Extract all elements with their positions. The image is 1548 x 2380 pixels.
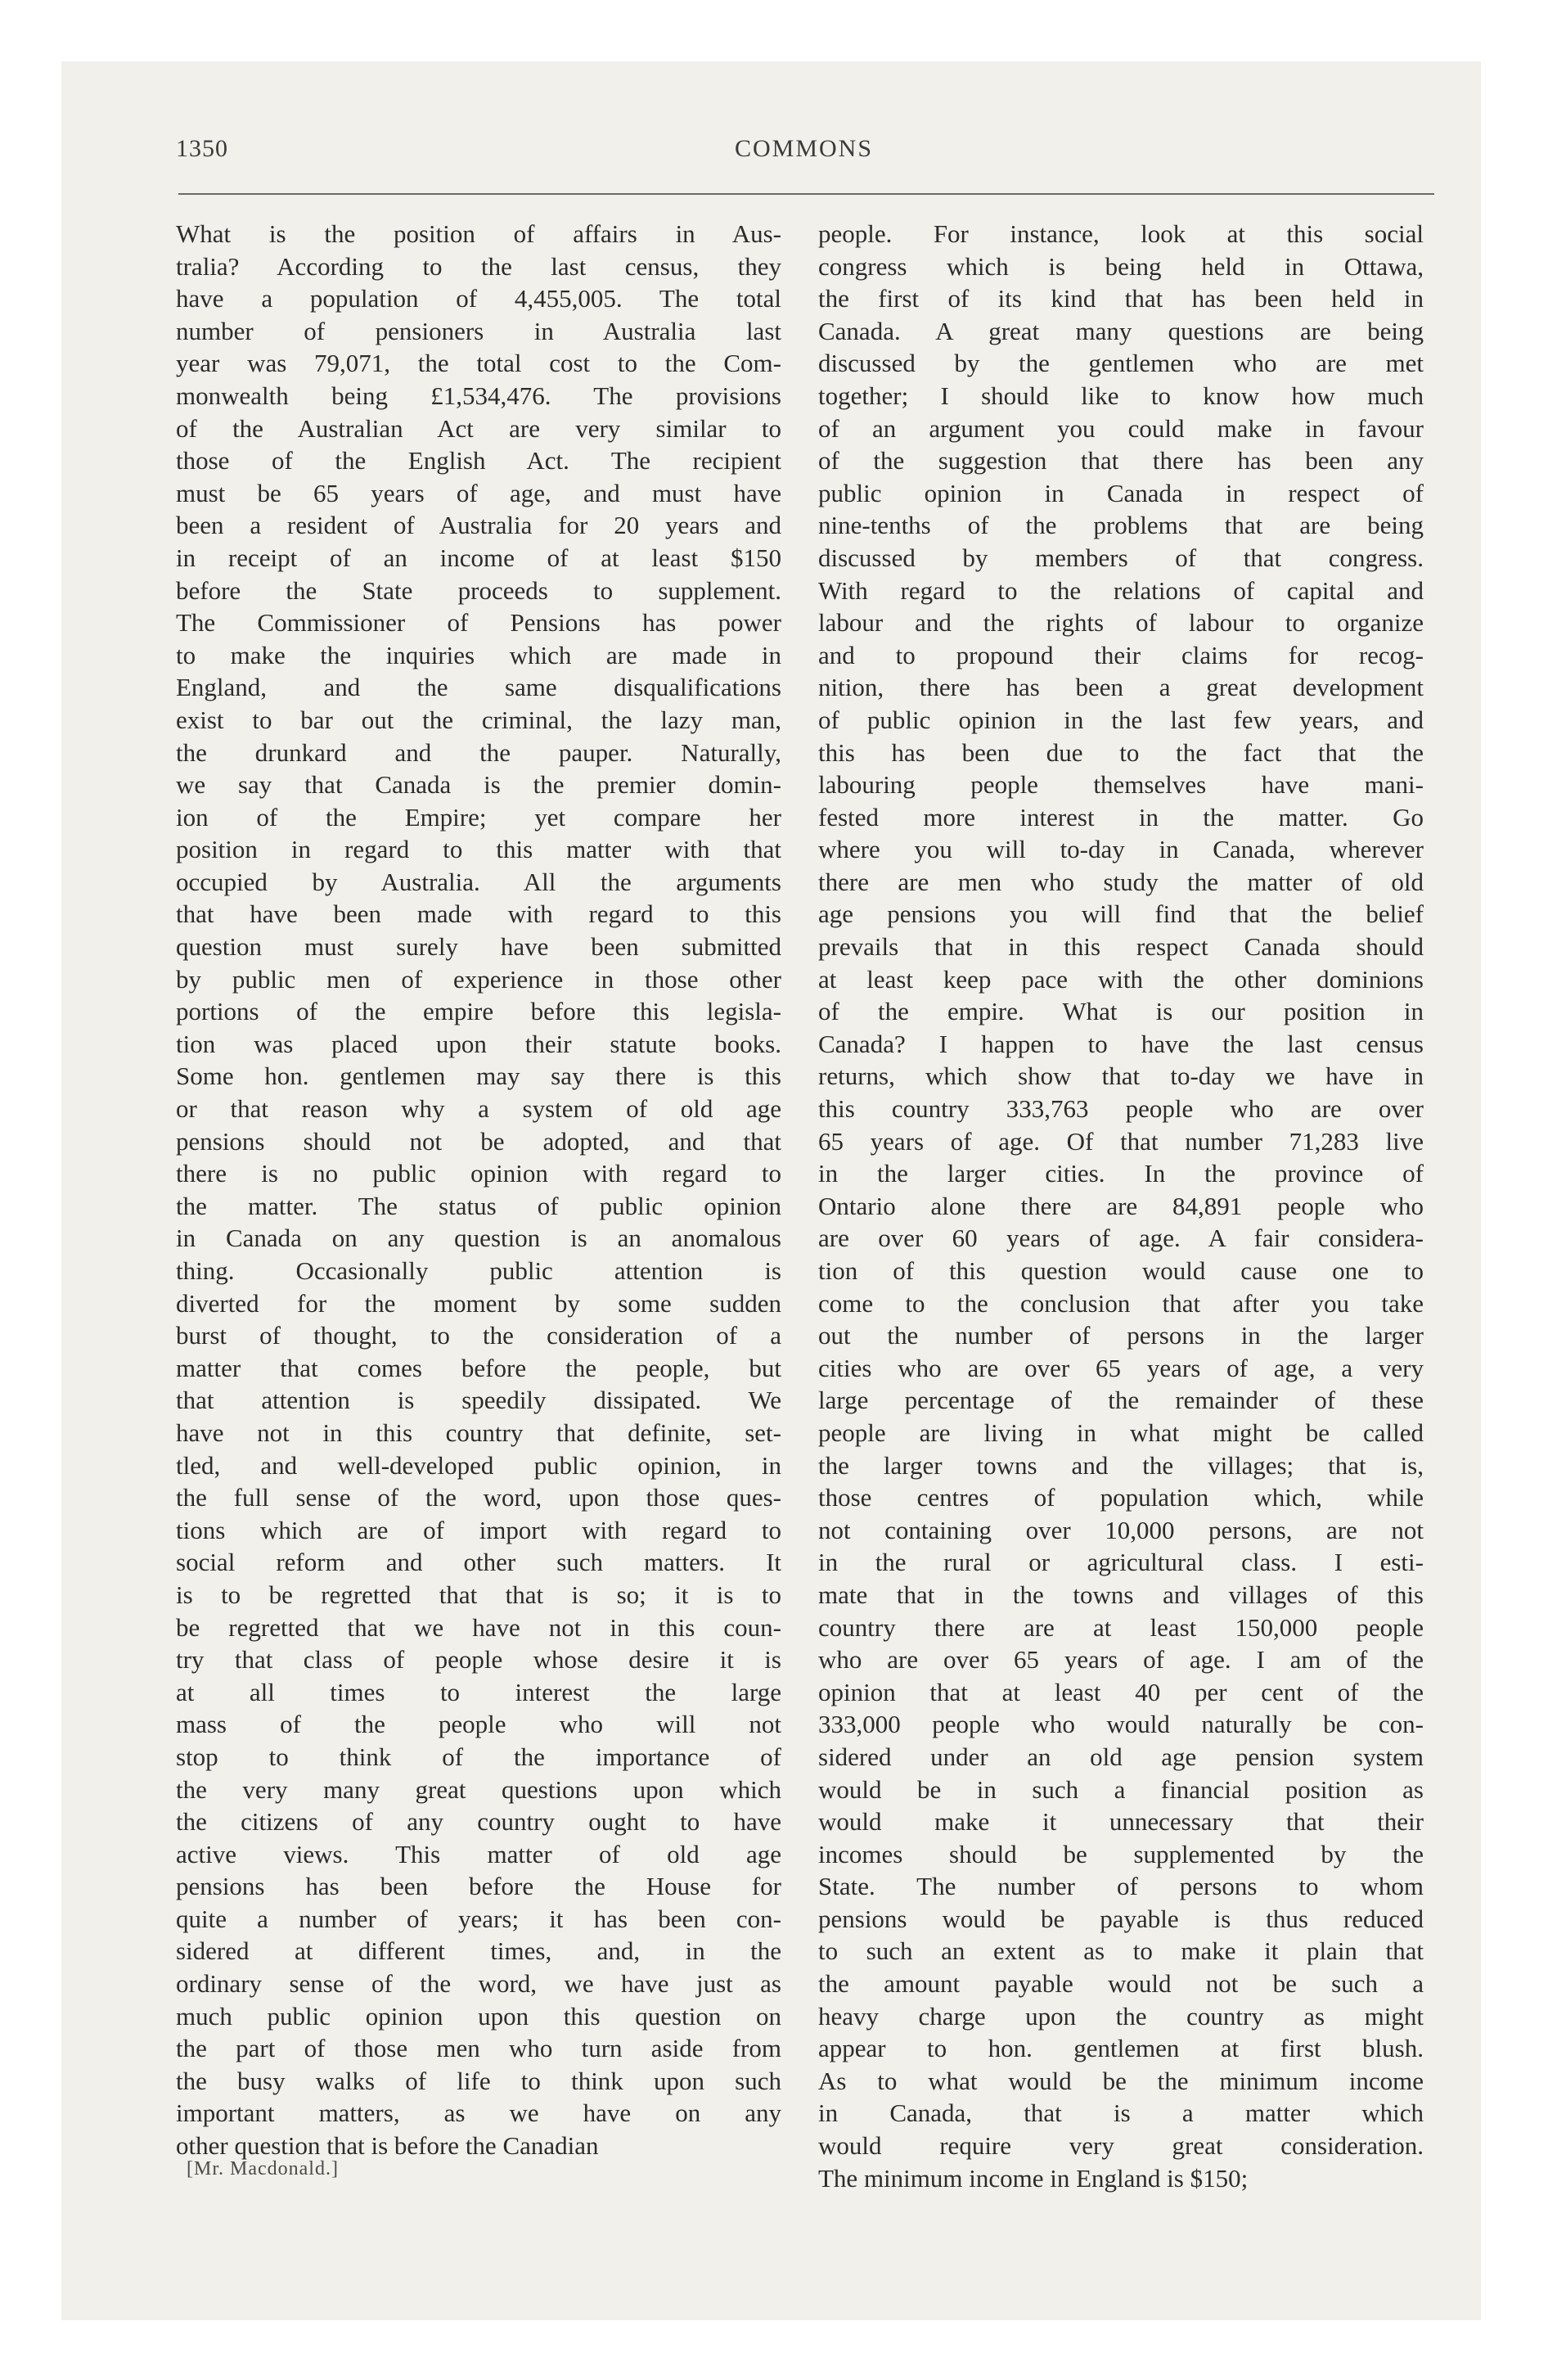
text-line: heavy charge upon the country as might <box>818 2001 1424 2031</box>
text-line: exist to bar out the criminal, the lazy man, <box>176 705 781 734</box>
text-line: State. The number of persons to whom <box>818 1872 1424 1901</box>
text-line: by public men of experience in those other <box>176 964 781 994</box>
left-column <box>176 218 781 2162</box>
text-line: much public opinion upon this question on <box>176 2001 781 2031</box>
text-line: at all times to interest the large <box>176 1677 781 1706</box>
text-line: ordinary sense of the word, we have just as <box>176 1969 781 1999</box>
text-line: have not in this country that definite, set- <box>176 1418 781 1447</box>
text-line: pensions would be payable is thus reduced <box>818 1904 1424 1933</box>
text-line: burst of thought, to the consideration of a <box>176 1321 781 1350</box>
text-line: appear to hon. gentlemen at first blush. <box>818 2034 1424 2063</box>
text-line: number of pensioners in Australia last <box>176 316 781 345</box>
text-line: mass of the people who will not <box>176 1710 781 1739</box>
text-line: stop to think of the importance of <box>176 1742 781 1771</box>
text-line: portions of the empire before this legisla- <box>176 997 781 1026</box>
text-line: 333,000 people who would naturally be con- <box>818 1710 1424 1739</box>
text-line: not containing over 10,000 persons, are not <box>818 1515 1424 1544</box>
text-line: or that reason why a system of old age <box>176 1094 781 1124</box>
text-line: to such an extent as to make it plain that <box>818 1936 1424 1966</box>
text-line: where you will to-day in Canada, wherever <box>818 835 1424 864</box>
text-line: to make the inquiries which are made in <box>176 640 781 669</box>
text-line: Canada. A great many questions are being <box>818 316 1424 345</box>
text-line: people are living in what might be called <box>818 1418 1424 1447</box>
text-line: this has been due to the fact that the <box>818 737 1424 767</box>
text-line: The Commissioner of Pensions has power <box>176 608 781 638</box>
text-line: together; I should like to know how much <box>818 381 1424 410</box>
text-line: diverted for the moment by some sudden <box>176 1288 781 1318</box>
text-line: The minimum income in England is $150; <box>818 2163 1249 2193</box>
text-line: Some hon. gentlemen may say there is this <box>176 1062 781 1091</box>
text-line: those centres of population which, while <box>818 1483 1424 1512</box>
text-line: those of the English Act. The recipient <box>176 446 781 476</box>
text-line: out the number of persons in the larger <box>818 1321 1424 1350</box>
text-line: tled, and well-developed public opinion, in <box>176 1450 781 1480</box>
text-line: the amount payable would not be such a <box>818 1969 1424 1999</box>
header-rule <box>178 193 1434 195</box>
text-line: tions which are of import with regard to <box>176 1515 781 1544</box>
text-line: tion of this question would cause one to <box>818 1256 1424 1285</box>
speaker-attribution: [Mr. Macdonald.] <box>187 2158 339 2179</box>
text-line: in the larger cities. In the province of <box>818 1159 1424 1188</box>
text-line: discussed by the gentlemen who are met <box>818 349 1424 378</box>
text-line: in the rural or agricultural class. I esti- <box>818 1548 1424 1577</box>
text-line: people. For instance, look at this social <box>818 219 1424 248</box>
text-line: question must surely have been submitted <box>176 932 781 962</box>
text-line: that attention is speedily dissipated. We <box>176 1386 781 1415</box>
text-line: the full sense of the word, upon those ques- <box>176 1483 781 1512</box>
text-line: public opinion in Canada in respect of <box>818 478 1424 507</box>
text-line: there is no public opinion with regard to <box>176 1159 781 1188</box>
text-line: monwealth being £1,534,476. The provisions <box>176 381 781 410</box>
text-line: other question that is before the Canadian <box>176 2131 599 2161</box>
text-line: matter that comes before the people, but <box>176 1353 781 1382</box>
text-line: large percentage of the remainder of these <box>818 1386 1424 1415</box>
text-line: the busy walks of life to think upon such <box>176 2066 781 2095</box>
text-line: the matter. The status of public opinion <box>176 1191 781 1220</box>
text-line: quite a number of years; it has been con- <box>176 1904 781 1933</box>
text-line: important matters, as we have on any <box>176 2098 781 2128</box>
text-line: that have been made with regard to this <box>176 899 781 929</box>
text-line: labour and the rights of labour to organize <box>818 608 1424 638</box>
text-line: of the Australian Act are very similar to <box>176 413 781 443</box>
text-line: try that class of people whose desire it is <box>176 1645 781 1675</box>
page-number: 1350 <box>176 135 228 162</box>
text-line: at least keep pace with the other dominions <box>818 964 1424 994</box>
text-line: the first of its kind that has been held in <box>818 284 1424 313</box>
text-line: of the suggestion that there has been any <box>818 446 1424 476</box>
text-line: position in regard to this matter with that <box>176 835 781 864</box>
text-line: With regard to the relations of capital and <box>818 575 1424 605</box>
text-line: year was 79,071, the total cost to the Com- <box>176 349 781 378</box>
text-line: the part of those men who turn aside from <box>176 2034 781 2063</box>
text-line: active views. This matter of old age <box>176 1839 781 1868</box>
right-column <box>818 218 1424 2194</box>
text-line: pensions should not be adopted, and that <box>176 1126 781 1156</box>
text-line: sidered under an old age pension system <box>818 1742 1424 1771</box>
text-line: tralia? According to the last census, they <box>176 251 781 281</box>
text-line: 65 years of age. Of that number 71,283 live <box>818 1126 1424 1156</box>
text-line: is to be regretted that that is so; it is to <box>176 1580 781 1609</box>
text-line: returns, which show that to-day we have in <box>818 1062 1424 1091</box>
text-line: in Canada, that is a matter which <box>818 2098 1424 2128</box>
text-line: of public opinion in the last few years, and <box>818 705 1424 734</box>
text-line: come to the conclusion that after you take <box>818 1288 1424 1318</box>
text-line: before the State proceeds to supplement. <box>176 575 781 605</box>
text-line: would be in such a financial position as <box>818 1774 1424 1804</box>
text-line: ion of the Empire; yet compare her <box>176 802 781 832</box>
text-line: cities who are over 65 years of age, a very <box>818 1353 1424 1382</box>
text-line: the very many great questions upon which <box>176 1774 781 1804</box>
text-line: age pensions you will find that the belief <box>818 899 1424 929</box>
text-line: of an argument you could make in favour <box>818 413 1424 443</box>
text-line: England, and the same disqualifications <box>176 673 781 702</box>
text-line: and to propound their claims for recog- <box>818 640 1424 669</box>
text-line: fested more interest in the matter. Go <box>818 802 1424 832</box>
text-line: mate that in the towns and villages of this <box>818 1580 1424 1609</box>
text-line: social reform and other such matters. It <box>176 1548 781 1577</box>
text-line: there are men who study the matter of old <box>818 867 1424 896</box>
text-line: nine-tenths of the problems that are being <box>818 511 1424 540</box>
text-line: of the empire. What is our position in <box>818 997 1424 1026</box>
running-head: COMMONS <box>734 135 874 162</box>
text-line: been a resident of Australia for 20 years and <box>176 511 781 540</box>
text-line: congress which is being held in Ottawa, <box>818 251 1424 281</box>
text-line: opinion that at least 40 per cent of the <box>818 1677 1424 1706</box>
text-line: who are over 65 years of age. I am of the <box>818 1645 1424 1675</box>
text-line: As to what would be the minimum income <box>818 2066 1424 2095</box>
text-line: occupied by Australia. All the arguments <box>176 867 781 896</box>
text-line: have a population of 4,455,005. The total <box>176 284 781 313</box>
text-line: pensions has been before the House for <box>176 1872 781 1901</box>
text-line: must be 65 years of age, and must have <box>176 478 781 507</box>
text-line: prevails that in this respect Canada should <box>818 932 1424 962</box>
text-line: country there are at least 150,000 people <box>818 1612 1424 1642</box>
text-line: the larger towns and the villages; that is, <box>818 1450 1424 1480</box>
text-line: the drunkard and the pauper. Naturally, <box>176 737 781 767</box>
text-line: be regretted that we have not in this coun- <box>176 1612 781 1642</box>
text-line: What is the position of affairs in Aus- <box>176 219 781 248</box>
text-line: incomes should be supplemented by the <box>818 1839 1424 1868</box>
text-line: nition, there has been a great development <box>818 673 1424 702</box>
text-line: discussed by members of that congress. <box>818 543 1424 572</box>
text-line: labouring people themselves have mani- <box>818 770 1424 800</box>
text-line: the citizens of any country ought to have <box>176 1807 781 1837</box>
text-line: Ontario alone there are 84,891 people who <box>818 1191 1424 1220</box>
text-line: thing. Occasionally public attention is <box>176 1256 781 1285</box>
text-line: are over 60 years of age. A fair considera- <box>818 1224 1424 1253</box>
text-line: would make it unnecessary that their <box>818 1807 1424 1837</box>
text-line: Canada? I happen to have the last census <box>818 1029 1424 1058</box>
text-line: we say that Canada is the premier domin- <box>176 770 781 800</box>
text-line: in receipt of an income of at least $150 <box>176 543 781 572</box>
text-line: in Canada on any question is an anomalous <box>176 1224 781 1253</box>
text-line: would require very great consideration. <box>818 2131 1424 2161</box>
page-header <box>176 135 1432 176</box>
text-line: sidered at different times, and, in the <box>176 1936 781 1966</box>
text-line: this country 333,763 people who are over <box>818 1094 1424 1124</box>
text-line: tion was placed upon their statute books. <box>176 1029 781 1058</box>
